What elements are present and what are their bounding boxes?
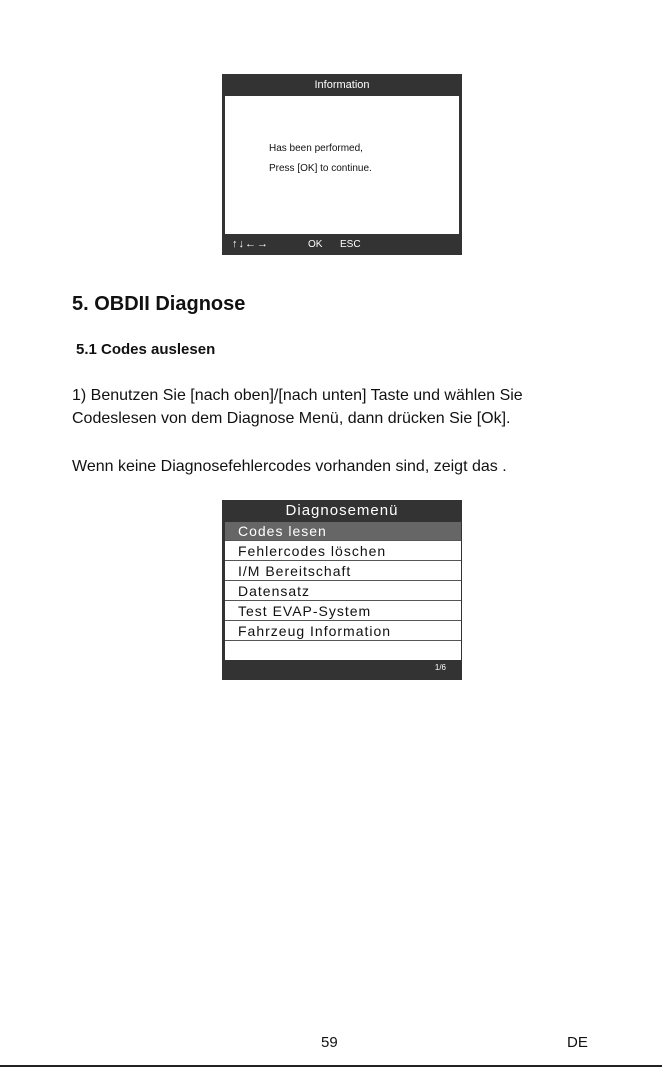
menu-item-test-evap[interactable]: Test EVAP-System bbox=[225, 602, 461, 621]
section-heading: 5. OBDII Diagnose bbox=[72, 293, 246, 315]
information-title: Information bbox=[314, 79, 370, 91]
subsection-heading: 5.1 Codes auslesen bbox=[76, 341, 216, 358]
page-indicator: 1/6 bbox=[434, 663, 446, 672]
page-number: 59 bbox=[321, 1034, 338, 1051]
paragraph-2: Wenn keine Diagnosefehlercodes vorhanden sind, zeigt das . bbox=[72, 458, 507, 475]
information-screen bbox=[222, 74, 462, 255]
menu-item-fahrzeug-information[interactable]: Fahrzeug Information bbox=[225, 622, 461, 641]
information-footer bbox=[222, 234, 462, 255]
menu-item-fehlercodes-loeschen[interactable]: Fehlercodes löschen bbox=[225, 542, 461, 561]
footer-rule bbox=[0, 1065, 662, 1067]
esc-button[interactable]: ESC bbox=[340, 239, 361, 250]
menu-item-datensatz[interactable]: Datensatz bbox=[225, 582, 461, 601]
arrow-keys-icon: ↑↓←→ bbox=[232, 238, 269, 250]
paragraph-1-line-1: 1) Benutzen Sie [nach oben]/[nach unten] Taste und wählen Sie bbox=[72, 387, 523, 404]
information-message-line1: Has been performed, bbox=[269, 143, 363, 154]
menu-item-codes-lesen[interactable]: Codes lesen bbox=[225, 522, 461, 541]
ok-button[interactable]: OK bbox=[308, 239, 323, 250]
paragraph-1-line-2: Codeslesen von dem Diagnose Menü, dann drücken Sie [Ok]. bbox=[72, 410, 511, 427]
information-body bbox=[225, 96, 459, 234]
information-message-line2: Press [OK] to continue. bbox=[269, 163, 372, 174]
diagnose-menu-screen bbox=[222, 500, 462, 680]
menu-item-im-bereitschaft[interactable]: I/M Bereitschaft bbox=[225, 562, 461, 581]
menu-title: Diagnosemenü bbox=[285, 502, 399, 519]
language-code: DE bbox=[567, 1034, 588, 1051]
menu-list bbox=[225, 522, 461, 660]
